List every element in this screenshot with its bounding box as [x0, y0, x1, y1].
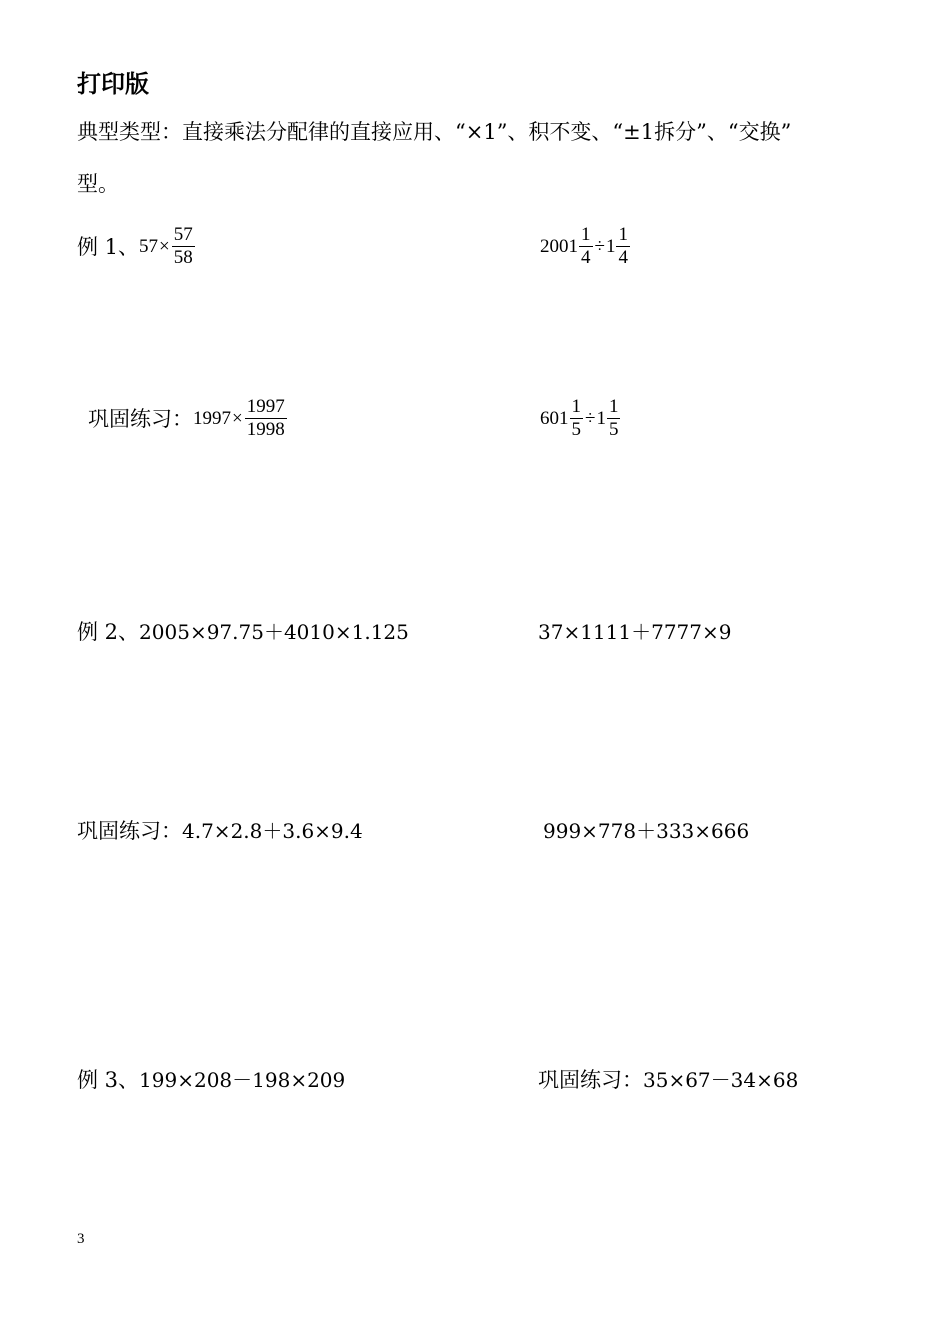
example-1-left [77, 224, 196, 269]
denominator: 1998 [246, 419, 285, 440]
practice-1-left [88, 396, 288, 441]
denominator: 4 [581, 247, 591, 268]
example-3-label: 例 3、 [77, 1068, 140, 1092]
numerator: 1 [581, 224, 591, 245]
divide-operator: ÷ [585, 407, 596, 429]
practice-2-label: 巩固练习： [77, 819, 182, 843]
example-1-expression [139, 224, 196, 269]
example-2-expression: 2005×97.75＋4010×1.125 [139, 620, 409, 644]
times-operator: × [159, 235, 170, 257]
fraction [172, 224, 195, 269]
numerator: 1 [618, 224, 628, 245]
practice-1-expression [193, 396, 288, 441]
practice-1-right [540, 396, 621, 441]
example-2-left [77, 620, 409, 644]
practice-2-expression: 4.7×2.8＋3.6×9.4 [182, 819, 363, 843]
intro-line-1: 典型类型：直接乘法分配律的直接应用、“×1”、积不变、“±1拆分”、“交换” [77, 120, 792, 144]
fraction [607, 396, 621, 441]
whole-number: 601 [540, 407, 569, 429]
denominator: 5 [571, 419, 581, 440]
numerator: 57 [173, 224, 193, 245]
times-operator: × [232, 407, 243, 429]
whole-number: 57 [139, 235, 159, 257]
practice-2-right [543, 819, 749, 843]
intro-line-2: 型。 [77, 172, 119, 196]
example-2-label: 例 2、 [77, 620, 140, 644]
example-1-label: 例 1、 [77, 234, 140, 259]
denominator: 58 [173, 247, 193, 268]
numerator: 1 [571, 396, 581, 417]
example-3-expression: 199×208－198×209 [139, 1068, 346, 1092]
fraction [616, 224, 630, 269]
divide-operator: ÷ [594, 235, 605, 257]
practice-1-right-expression [540, 396, 621, 441]
example-1-right [540, 224, 631, 269]
whole-number: 2001 [540, 235, 578, 257]
page-number: 3 [77, 1231, 85, 1247]
example-3-left [77, 1068, 345, 1092]
practice-3-label: 巩固练习： [538, 1068, 643, 1092]
denominator: 4 [618, 247, 628, 268]
denominator: 5 [608, 419, 619, 440]
practice-2-left [77, 819, 363, 843]
example-3-right [538, 1068, 798, 1092]
example-2-right [538, 620, 732, 644]
practice-2-right-expression: 999×778＋333×666 [543, 819, 750, 843]
numerator: 1 [608, 396, 619, 417]
page-heading: 打印版 [77, 70, 149, 98]
practice-1-label: 巩固练习： [88, 406, 193, 431]
whole-number: 1 [596, 407, 606, 429]
fraction [579, 224, 593, 269]
practice-3-expression: 35×67－34×68 [643, 1068, 799, 1092]
whole-number: 1997 [193, 407, 231, 429]
example-2-right-expression: 37×1111＋7777×9 [538, 620, 732, 644]
fraction [245, 396, 287, 441]
fraction [570, 396, 584, 441]
numerator: 1997 [246, 396, 285, 417]
whole-number: 1 [605, 235, 616, 257]
example-1-right-expression [540, 224, 631, 269]
